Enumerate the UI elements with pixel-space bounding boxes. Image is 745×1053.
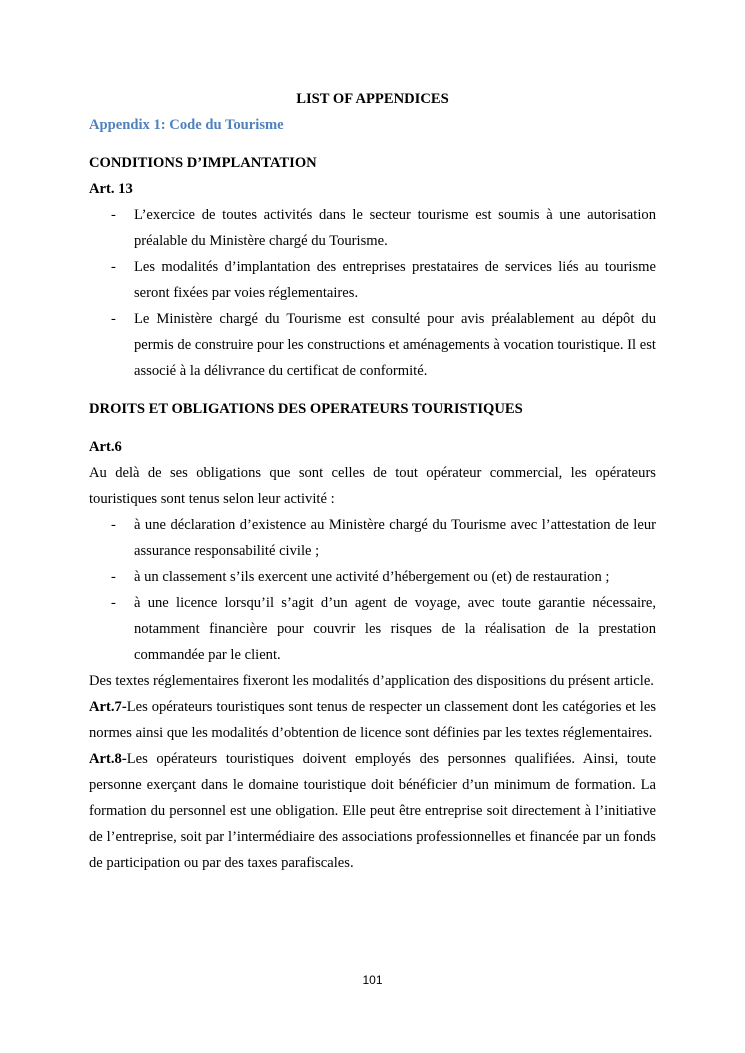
list-item — [89, 254, 656, 306]
list-item — [89, 564, 656, 590]
article-6-intro: Au delà de ses obligations que sont celles de tout opérateur commercial, les opérateurs touristiques sont tenus selon leur activité : — [89, 465, 656, 507]
appendix-heading: Appendix 1: Code du Tourisme — [89, 117, 284, 133]
dash-marker: - — [111, 569, 116, 585]
article-7-label: Art.7- — [89, 699, 127, 715]
article-8-paragraph — [89, 746, 656, 876]
dash-marker: - — [111, 595, 116, 611]
list-item — [89, 512, 656, 564]
document-page — [89, 86, 656, 876]
dash-marker: - — [111, 207, 116, 223]
list-item — [89, 306, 656, 384]
dash-marker: - — [111, 311, 116, 327]
article-6-label: Art.6 — [89, 439, 122, 455]
article-6-closing: Des textes réglementaires fixeront les modalités d’application des dispositions du présent article. — [89, 673, 654, 689]
article-13-list — [89, 202, 656, 384]
article-8-label: Art.8- — [89, 751, 127, 767]
list-item-text: Le Ministère chargé du Tourisme est consulté pour avis préalablement au dépôt du permis de construire pour les constructions et aménagements à vocation touristique. Il est associé à la délivrance du certificat de conformité. — [134, 311, 656, 379]
list-item-text: à une licence lorsqu’il s’agit d’un agent de voyage, avec toute garantie nécessaire, notamment financière pour couvrir les risques de la réalisation de la prestation commandée par le client. — [134, 595, 656, 663]
article-8-text: Les opérateurs touristiques doivent employés des personnes qualifiées. Ainsi, toute personne exerçant dans le domaine touristique doit bénéficier d’un minimum de formation. La formation du personnel est une obligation. Elle peut être entreprise soit directement à l’initiative de l’entreprise, soit par l’intermédiaire des associations professionnelles et financée par un fonds de participation ou par des taxes parafiscales. — [89, 751, 656, 871]
list-item-text: Les modalités d’implantation des entreprises prestataires de services liés au tourisme seront fixées par voies réglementaires. — [134, 259, 656, 301]
list-item — [89, 590, 656, 668]
list-item-text: L’exercice de toutes activités dans le secteur tourisme est soumis à une autorisation préalable du Ministère chargé du Tourisme. — [134, 207, 656, 249]
article-7-paragraph — [89, 694, 656, 746]
section-heading-droits: DROITS ET OBLIGATIONS DES OPERATEURS TOURISTIQUES — [89, 401, 523, 417]
dash-marker: - — [111, 259, 116, 275]
list-item — [89, 202, 656, 254]
article-13-label: Art. 13 — [89, 181, 133, 197]
list-item-text: à une déclaration d’existence au Ministère chargé du Tourisme avec l’attestation de leur assurance responsabilité civile ; — [134, 517, 656, 559]
page-number: 101 — [362, 973, 383, 987]
page-title: LIST OF APPENDICES — [296, 91, 449, 107]
article-7-text: Les opérateurs touristiques sont tenus de respecter un classement dont les catégories et les normes ainsi que les modalités d’obtention de licence sont définies par les textes réglementaires. — [89, 699, 656, 741]
list-item-text: à un classement s’ils exercent une activité d’hébergement ou (et) de restauration ; — [134, 569, 610, 585]
section-heading-conditions: CONDITIONS D’IMPLANTATION — [89, 155, 317, 171]
article-6-list — [89, 512, 656, 668]
dash-marker: - — [111, 517, 116, 533]
